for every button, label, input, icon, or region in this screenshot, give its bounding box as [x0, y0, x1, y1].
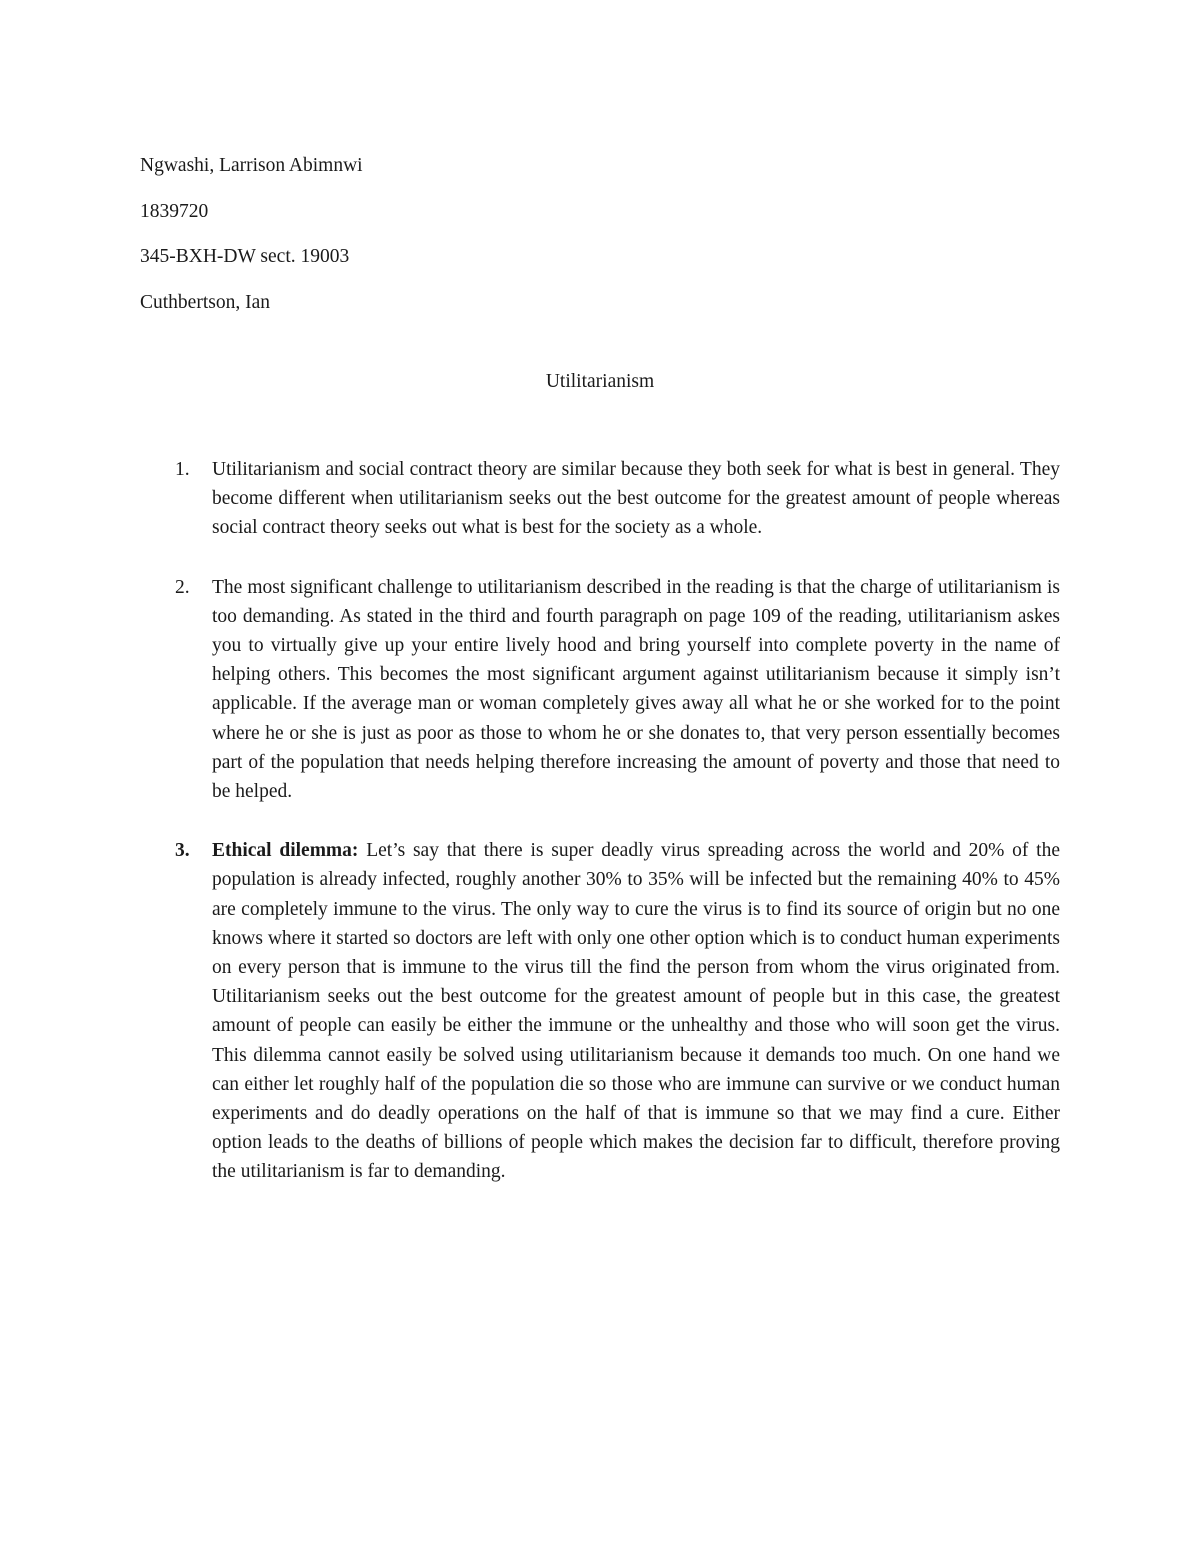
- student-name: Ngwashi, Larrison Abimnwi: [140, 155, 363, 176]
- answer-item-1: [140, 455, 1060, 543]
- instructor-name: Cuthbertson, Ian: [140, 291, 270, 313]
- answer-text: The most significant challenge to utilitarianism described in the reading is that the charge of utilitarianism is too demanding. As stated in the third and fourth paragraph on page 109 of the reading, utilitarianism askes you to virtually give up your entire lively hood and bring yourself into complete poverty in the name of helping others. This becomes the most significant argument against utilitarianism because it simply isn’t applicable. If the average man or woman completely gives away all what he or she worked for to the point where he or she is just as poor as those to whom he or she donates to, that very person essentially becomes part of the population that needs helping therefore increasing the amount of poverty and those that need to be helped.: [212, 576, 1060, 803]
- answer-item-2: [140, 573, 1060, 807]
- answers-list: [140, 455, 1060, 1217]
- answer-body: [212, 836, 1060, 1186]
- answer-text: Utilitarianism and social contract theory are similar because they both seek for what is best in general. They become different when utilitarianism seeks out the best outcome for the greatest amount of people whereas social contract theory seeks out what is best for the society as a whole.: [212, 459, 1060, 539]
- document-title: Utilitarianism: [545, 371, 655, 392]
- document-header: [140, 143, 363, 325]
- answer-item-3: [140, 836, 1060, 1186]
- answer-text: Let’s say that there is super deadly virus spreading across the world and 20% of the population is already infected, roughly another 30% to 35% will be infected but the remaining 40% to 45% are completely immune to the virus. The only way to cure the virus is to find its source of origin but no one knows where it started so doctors are left with only one other option which is to conduct human experiments on every person that is immune to the virus till the find the person from whom the virus originated from. Utilitarianism seeks out the best outcome for the greatest amount of people but in this case, the greatest amount of people can easily be either the immune or the unhealthy and those who will soon get the virus. This dilemma cannot easily be solved using utilitarianism because it demands too much. On one hand we can either let roughly half of the population die so those who are immune can survive or we conduct human experiments and do deadly operations on the half of that is immune so that we may find a cure. Either option leads to the deaths of billions of people which makes the decision far to difficult, therefore proving the utilitarianism is far to demanding.: [212, 840, 1061, 1183]
- course-section: 345-BXH-DW sect. 19003: [140, 246, 350, 267]
- answer-lead: Ethical dilemma:: [212, 840, 359, 862]
- answer-number: 1.: [175, 459, 190, 480]
- student-id: 1839720: [140, 200, 209, 222]
- answer-number: 2.: [175, 576, 190, 598]
- answer-number: 3.: [175, 840, 190, 862]
